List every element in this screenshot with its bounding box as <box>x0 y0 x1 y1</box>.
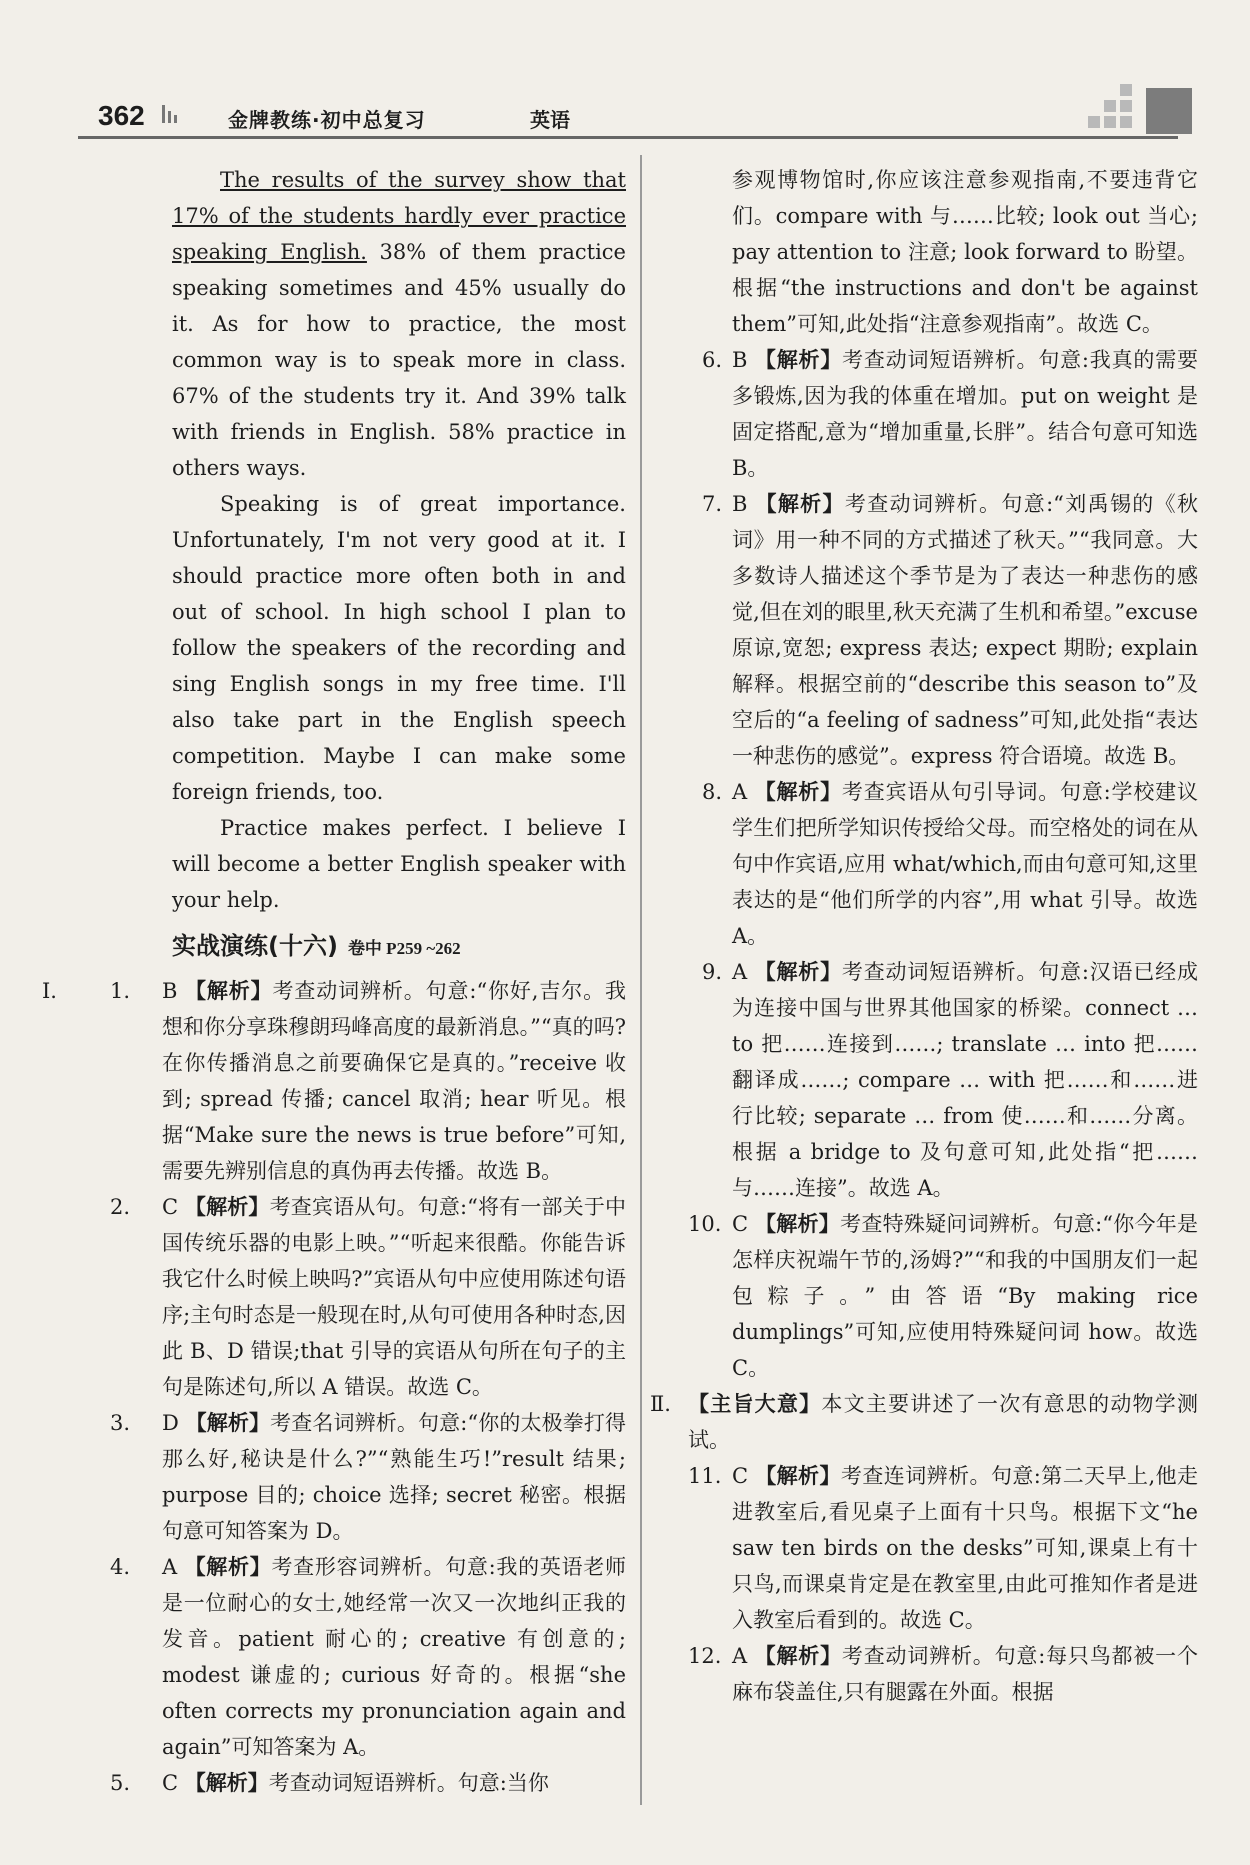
answer-item <box>688 1638 1198 1710</box>
answer-letter: B <box>732 492 748 516</box>
essay-paragraph-3: Practice makes perfect. I believe I will become a better English speaker with your help. <box>172 816 626 912</box>
answer-letter: C <box>732 1464 749 1488</box>
answer-letter: A <box>732 780 748 804</box>
book-title: 金牌教练·初中总复习 <box>228 108 426 132</box>
question-number: 1. <box>110 979 131 1003</box>
question-number: 5. <box>110 1771 131 1795</box>
answer-item <box>42 973 626 1189</box>
answer-explanation: 考查宾语从句引导词。句意:学校建议学生们把所学知识传授给父母。而空格处的词在从句中作宾语,应用 what/which,而由句意可知,这里表达的是“他们所学的内容”,用 what 引导。故选 A。 <box>732 780 1198 948</box>
answer-item <box>688 342 1198 486</box>
answer-item <box>90 1765 626 1801</box>
answer-letter: C <box>162 1771 179 1795</box>
question-number: 4. <box>110 1555 131 1579</box>
subject-label: 英语 <box>530 108 570 132</box>
answer-item <box>688 1206 1198 1386</box>
summary-text: 本文主要讲述了一次有意思的动物学测试。 <box>688 1392 1199 1452</box>
question-number: 9. <box>702 960 723 984</box>
answer-explanation: 考查动词辨析。句意:“刘禹锡的《秋词》用一种不同的方式描述了秋天。”“我同意。大多数诗人描述这个季节是为了表达一种悲伤的感觉,但在刘的眼里,秋天充满了生机和希望。”excuse 原谅,宽恕; express 表达; expect 期盼; explain 解释。根据空前的“describe this season to”及空后的“a feeling of sadness”可知,此处指“表达一种悲伤的感觉”。express 符合语境。故选 B。 <box>732 492 1198 768</box>
part-2-summary <box>650 1386 1199 1458</box>
answer-letter: A <box>732 960 748 984</box>
question-number: 8. <box>702 780 723 804</box>
page-header <box>78 88 1198 148</box>
answer-letter: C <box>732 1212 749 1236</box>
answer-letter: A <box>732 1644 748 1668</box>
answer-explanation: 考查动词辨析。句意:“你好,吉尔。我想和你分享珠穆朗玛峰高度的最新消息。”“真的吗?在你传播消息之前要确保它是真的。”receive 收到; spread 传播; cancel 取消; hear 听见。根据“Make sure the news is true before”可知,需要先辨别信息的真伪再去传播。故选 B。 <box>162 979 626 1183</box>
essay-paragraph-1 <box>172 162 626 486</box>
answer-explanation: 考查连词辨析。句意:第二天早上,他走进教室后,看见桌子上面有十只鸟。根据下文“he saw ten birds on the desks”可知,课桌上有十只鸟,而课桌肯定是在教室里,由此可推知作者是进入教室后看到的。故选 C。 <box>732 1464 1198 1632</box>
answer-5-continuation: 参观博物馆时,你应该注意参观指南,不要违背它们。compare with 与……比较; look out 当心; pay attention to 注意; look forward to 盼望。根据“the instructions and don't be against them”可知,此处指“注意参观指南”。故选 C。 <box>732 168 1198 336</box>
question-number: 11. <box>688 1464 722 1488</box>
answer-item <box>90 1189 626 1405</box>
question-number: 12. <box>688 1644 722 1668</box>
section-title <box>172 928 626 967</box>
part-1-numeral: Ⅰ. <box>42 979 57 1003</box>
analysis-tag: 【解析】 <box>754 348 843 372</box>
page-number: 362 <box>98 100 145 131</box>
question-number: 2. <box>110 1195 131 1219</box>
analysis-tag: 【解析】 <box>754 1644 842 1668</box>
header-rule <box>78 136 1178 139</box>
answer-letter: D <box>162 1411 179 1435</box>
answer-letter: B <box>732 348 748 372</box>
question-number: 10. <box>688 1212 722 1236</box>
question-number: 7. <box>702 492 723 516</box>
analysis-tag: 【解析】 <box>185 1411 271 1435</box>
answer-explanation: 考查动词辨析。句意:每只鸟都被一个麻布袋盖住,只有腿露在外面。根据 <box>732 1644 1198 1704</box>
answer-explanation: 考查动词短语辨析。句意:汉语已经成为连接中国与世界其他国家的桥梁。connect … to 把……连接到……; translate … into 把……翻译成……; compare … with 把……和……进行比较; separate … from 使……和……分离。根据 a bridge to 及句意可知,此处指“把……与……连接”。故选 A。 <box>732 960 1198 1200</box>
answer-explanation: 考查形容词辨析。句意:我的英语老师是一位耐心的女士,她经常一次又一次地纠正我的发音。patient 耐心的; creative 有创意的; modest 谦虚的; curious 好奇的。根据“she often corrects my pronunciation again and again”可知答案为 A。 <box>162 1555 627 1759</box>
left-column <box>42 162 627 1801</box>
analysis-tag: 【解析】 <box>184 1771 269 1795</box>
column-divider <box>640 155 642 1805</box>
answer-explanation: 考查宾语从句。句意:“将有一部关于中国传统乐器的电影上映。”“听起来很酷。你能告诉我它什么时候上映吗?”宾语从句中应使用陈述句语序;主句时态是一般现在时,从句可使用各种时态,因此 B、D 错误;that 引导的宾语从句所在句子的主句是陈述句,所以 A 错误。故选 C。 <box>162 1195 626 1399</box>
answer-letter: C <box>162 1195 179 1219</box>
analysis-tag: 【解析】 <box>754 780 842 804</box>
answer-explanation: 考查特殊疑问词辨析。句意:“你今年是怎样庆祝端午节的,汤姆?”“和我的中国朋友们一起包粽子。”由答语“By making rice dumplings”可知,应使用特殊疑问词 how。故选 C。 <box>732 1212 1199 1380</box>
analysis-tag: 【解析】 <box>185 979 273 1003</box>
header-bars-decoration <box>162 104 180 123</box>
answer-item <box>90 1405 626 1549</box>
summary-tag: 【主旨大意】 <box>688 1392 822 1416</box>
analysis-tag: 【解析】 <box>754 960 842 984</box>
part-2-numeral: Ⅱ. <box>650 1392 671 1416</box>
essay-paragraph-2: Speaking is of great importance. Unfortunately, I'm not very good at it. I should practice more often both in and out of school. In high school I plan to follow the speakers of the recording and sing English songs in my free time. I'll also take part in the English speech competition. Maybe I can make some foreign friends, too. <box>172 492 626 804</box>
answer-item <box>688 486 1198 774</box>
section-page-ref: 卷中 P259 ~262 <box>347 939 461 958</box>
analysis-tag: 【解析】 <box>755 492 845 516</box>
answer-item <box>688 774 1198 954</box>
question-number: 3. <box>110 1411 131 1435</box>
essay-paragraph-1-rest: 38% of them practice speaking sometimes and 45% usually do it. As for how to practice, the most common way is to speak more in class. 67% of the students try it. And 39% talk with friends in English. 58% practice in others ways. <box>172 240 626 480</box>
essay-underlined-sentence: The results of the survey show that 17% of the students hardly ever practice speaking English. <box>172 168 626 264</box>
answer-letter: B <box>162 979 178 1003</box>
answer-letter: A <box>162 1555 178 1579</box>
answer-explanation: 考查动词短语辨析。句意:我真的需要多锻炼,因为我的体重在增加。put on weight 是固定搭配,意为“增加重量,长胖”。结合句意可知选 B。 <box>732 348 1198 480</box>
question-number: 6. <box>702 348 723 372</box>
answer-item <box>688 1458 1198 1638</box>
section-title-text: 实战演练(十六) <box>172 932 338 960</box>
model-essay <box>90 162 626 918</box>
answer-item <box>90 1549 626 1765</box>
analysis-tag: 【解析】 <box>755 1212 841 1236</box>
answer-item <box>688 954 1198 1206</box>
analysis-tag: 【解析】 <box>755 1464 841 1488</box>
header-corner-decoration <box>1078 88 1198 138</box>
analysis-tag: 【解析】 <box>184 1195 270 1219</box>
right-column <box>650 162 1199 1710</box>
answer-explanation: 考查名词辨析。句意:“你的太极拳打得那么好,秘诀是什么?”“熟能生巧!”result 结果; purpose 目的; choice 选择; secret 秘密。根据句意可知答案为 D。 <box>162 1411 627 1543</box>
analysis-tag: 【解析】 <box>184 1555 272 1579</box>
answer-explanation: 考查动词短语辨析。句意:当你 <box>268 1771 549 1795</box>
